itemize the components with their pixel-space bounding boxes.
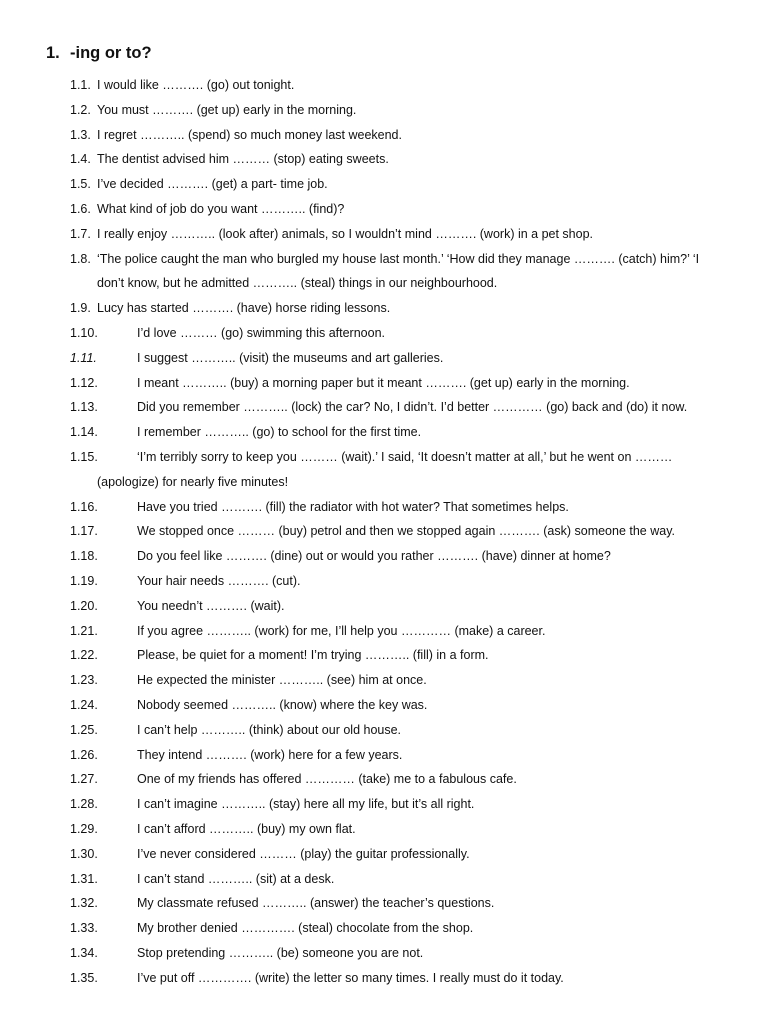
exercise-item	[70, 519, 740, 544]
exercise-text: I really enjoy ……….. (look after) animals, so I wouldn’t mind ………. (work) in a pet shop.	[97, 226, 594, 241]
exercise-text: Did you remember ……….. (lock) the car? No, I didn’t. I’d better ………… (go) back and (do) it now.	[137, 400, 688, 415]
exercise-number: 1.2.	[70, 102, 91, 117]
exercise-item	[70, 743, 740, 768]
exercise-number: 1.7.	[70, 226, 91, 241]
exercise-number: 1.12.	[70, 375, 98, 390]
exercise-text-continuation: don’t know, but he admitted ……….. (steal) things in our neighbourhood.	[97, 276, 498, 291]
exercise-number: 1.11.	[70, 350, 97, 365]
exercise-number: 1.21.	[70, 623, 98, 638]
exercise-item	[70, 966, 740, 991]
exercise-item	[70, 371, 740, 396]
exercise-number: 1.13.	[70, 400, 98, 415]
exercise-text: I’ve decided ………. (get) a part- time job.	[97, 177, 328, 192]
exercise-item	[70, 693, 740, 718]
exercise-item	[70, 569, 740, 594]
exercise-item	[70, 594, 740, 619]
exercise-number: 1.18.	[70, 549, 98, 564]
exercise-item	[70, 445, 740, 495]
exercise-item	[70, 172, 740, 197]
exercise-number: 1.20.	[70, 598, 98, 613]
exercise-item	[70, 147, 740, 172]
exercise-item	[70, 718, 740, 743]
section-title: -ing or to?	[70, 44, 152, 62]
exercise-item	[70, 792, 740, 817]
exercise-number: 1.35.	[70, 970, 98, 985]
exercise-item	[70, 817, 740, 842]
exercise-text: You needn’t ………. (wait).	[137, 598, 285, 613]
exercise-item	[70, 123, 740, 148]
exercise-item	[70, 916, 740, 941]
exercise-text: The dentist advised him ……… (stop) eating sweets.	[97, 152, 389, 167]
exercise-text: Lucy has started ………. (have) horse riding lessons.	[97, 301, 391, 316]
exercise-text: ‘I’m terribly sorry to keep you ……… (wait).’ I said, ‘It doesn’t matter at all,’ but he went on ………	[137, 449, 673, 464]
exercise-number: 1.32.	[70, 896, 98, 911]
exercise-number: 1.29.	[70, 821, 98, 836]
exercise-number: 1.8.	[70, 251, 91, 266]
exercise-text: I suggest ……….. (visit) the museums and art galleries.	[137, 350, 444, 365]
exercise-item	[70, 842, 740, 867]
exercise-text: They intend ………. (work) here for a few years.	[137, 747, 403, 762]
exercise-item	[70, 395, 740, 420]
exercise-item	[70, 495, 740, 520]
exercise-item	[70, 544, 740, 569]
exercise-item	[70, 420, 740, 445]
exercise-item	[70, 767, 740, 792]
exercise-number: 1.19.	[70, 573, 98, 588]
exercise-number: 1.24.	[70, 697, 98, 712]
exercise-item	[70, 321, 740, 346]
exercise-text: Stop pretending ……….. (be) someone you are not.	[137, 945, 424, 960]
exercise-text: I can’t help ……….. (think) about our old house.	[137, 722, 402, 737]
exercise-number: 1.3.	[70, 127, 91, 142]
exercise-text: Your hair needs ………. (cut).	[137, 573, 301, 588]
exercise-item	[70, 346, 740, 371]
exercise-number: 1.15.	[70, 449, 98, 464]
exercise-text: Have you tried ………. (fill) the radiator with hot water? That sometimes helps.	[137, 499, 569, 514]
exercise-item	[70, 643, 740, 668]
exercise-item	[70, 891, 740, 916]
exercise-text: My brother denied …………. (steal) chocolate from the shop.	[137, 921, 474, 936]
exercise-text: What kind of job do you want ……….. (find)?	[97, 201, 345, 216]
exercise-text: He expected the minister ……….. (see) him at once.	[137, 673, 427, 688]
exercise-text: I meant ……….. (buy) a morning paper but it meant ………. (get up) early in the morning.	[137, 375, 630, 390]
exercise-item	[70, 619, 740, 644]
exercise-text: ‘The police caught the man who burgled my house last month.’ ‘How did they manage ………. (catch) him?’ ‘I	[97, 251, 700, 266]
exercise-text: I’d love ……… (go) swimming this afternoon.	[137, 325, 386, 340]
exercise-text: My classmate refused ……….. (answer) the teacher’s questions.	[137, 896, 495, 911]
exercise-text: I’ve put off …………. (write) the letter so many times. I really must do it today.	[137, 970, 564, 985]
exercise-text: I remember ……….. (go) to school for the first time.	[137, 425, 422, 440]
exercise-text: Please, be quiet for a moment! I’m trying ……….. (fill) in a form.	[137, 648, 489, 663]
exercise-number: 1.34.	[70, 945, 98, 960]
exercise-item	[70, 668, 740, 693]
exercise-text: We stopped once ……… (buy) petrol and then we stopped again ………. (ask) someone the way.	[137, 524, 676, 539]
exercise-list	[70, 73, 740, 990]
section-heading	[46, 44, 152, 63]
exercise-number: 1.26.	[70, 747, 98, 762]
exercise-number: 1.33.	[70, 921, 98, 936]
exercise-item	[70, 98, 740, 123]
exercise-number: 1.30.	[70, 846, 98, 861]
exercise-item	[70, 296, 740, 321]
exercise-number: 1.6.	[70, 201, 91, 216]
exercise-number: 1.17.	[70, 524, 98, 539]
exercise-number: 1.4.	[70, 152, 91, 167]
exercise-number: 1.9.	[70, 301, 91, 316]
exercise-text: I’ve never considered ……… (play) the guitar professionally.	[137, 846, 470, 861]
exercise-text: I regret ……….. (spend) so much money last weekend.	[97, 127, 402, 142]
exercise-number: 1.23.	[70, 673, 98, 688]
exercise-item	[70, 73, 740, 98]
exercise-number: 1.31.	[70, 871, 98, 886]
exercise-text: If you agree ……….. (work) for me, I’ll help you ………… (make) a career.	[137, 623, 546, 638]
exercise-item	[70, 247, 740, 297]
exercise-item	[70, 222, 740, 247]
exercise-text: You must ………. (get up) early in the morning.	[97, 102, 357, 117]
exercise-number: 1.10.	[70, 325, 98, 340]
exercise-text: I can’t stand ……….. (sit) at a desk.	[137, 871, 335, 886]
exercise-text-continuation: (apologize) for nearly five minutes!	[97, 474, 289, 489]
exercise-number: 1.27.	[70, 772, 98, 787]
exercise-number: 1.28.	[70, 797, 98, 812]
exercise-text: I would like ………. (go) out tonight.	[97, 78, 295, 92]
exercise-text: Do you feel like ………. (dine) out or would you rather ………. (have) dinner at home?	[137, 549, 611, 564]
exercise-item	[70, 941, 740, 966]
exercise-text: One of my friends has offered ………… (take) me to a fabulous cafe.	[137, 772, 517, 787]
exercise-text: I can’t afford ……….. (buy) my own flat.	[137, 821, 356, 836]
exercise-number: 1.14.	[70, 425, 98, 440]
exercise-text: I can’t imagine ……….. (stay) here all my life, but it’s all right.	[137, 797, 475, 812]
exercise-number: 1.22.	[70, 648, 98, 663]
exercise-item	[70, 197, 740, 222]
exercise-text: Nobody seemed ……….. (know) where the key was.	[137, 697, 428, 712]
exercise-number: 1.16.	[70, 499, 98, 514]
exercise-number: 1.1.	[70, 78, 91, 92]
exercise-item	[70, 867, 740, 892]
exercise-number: 1.25.	[70, 722, 98, 737]
exercise-number: 1.5.	[70, 177, 91, 192]
section-number: 1.	[46, 44, 60, 62]
